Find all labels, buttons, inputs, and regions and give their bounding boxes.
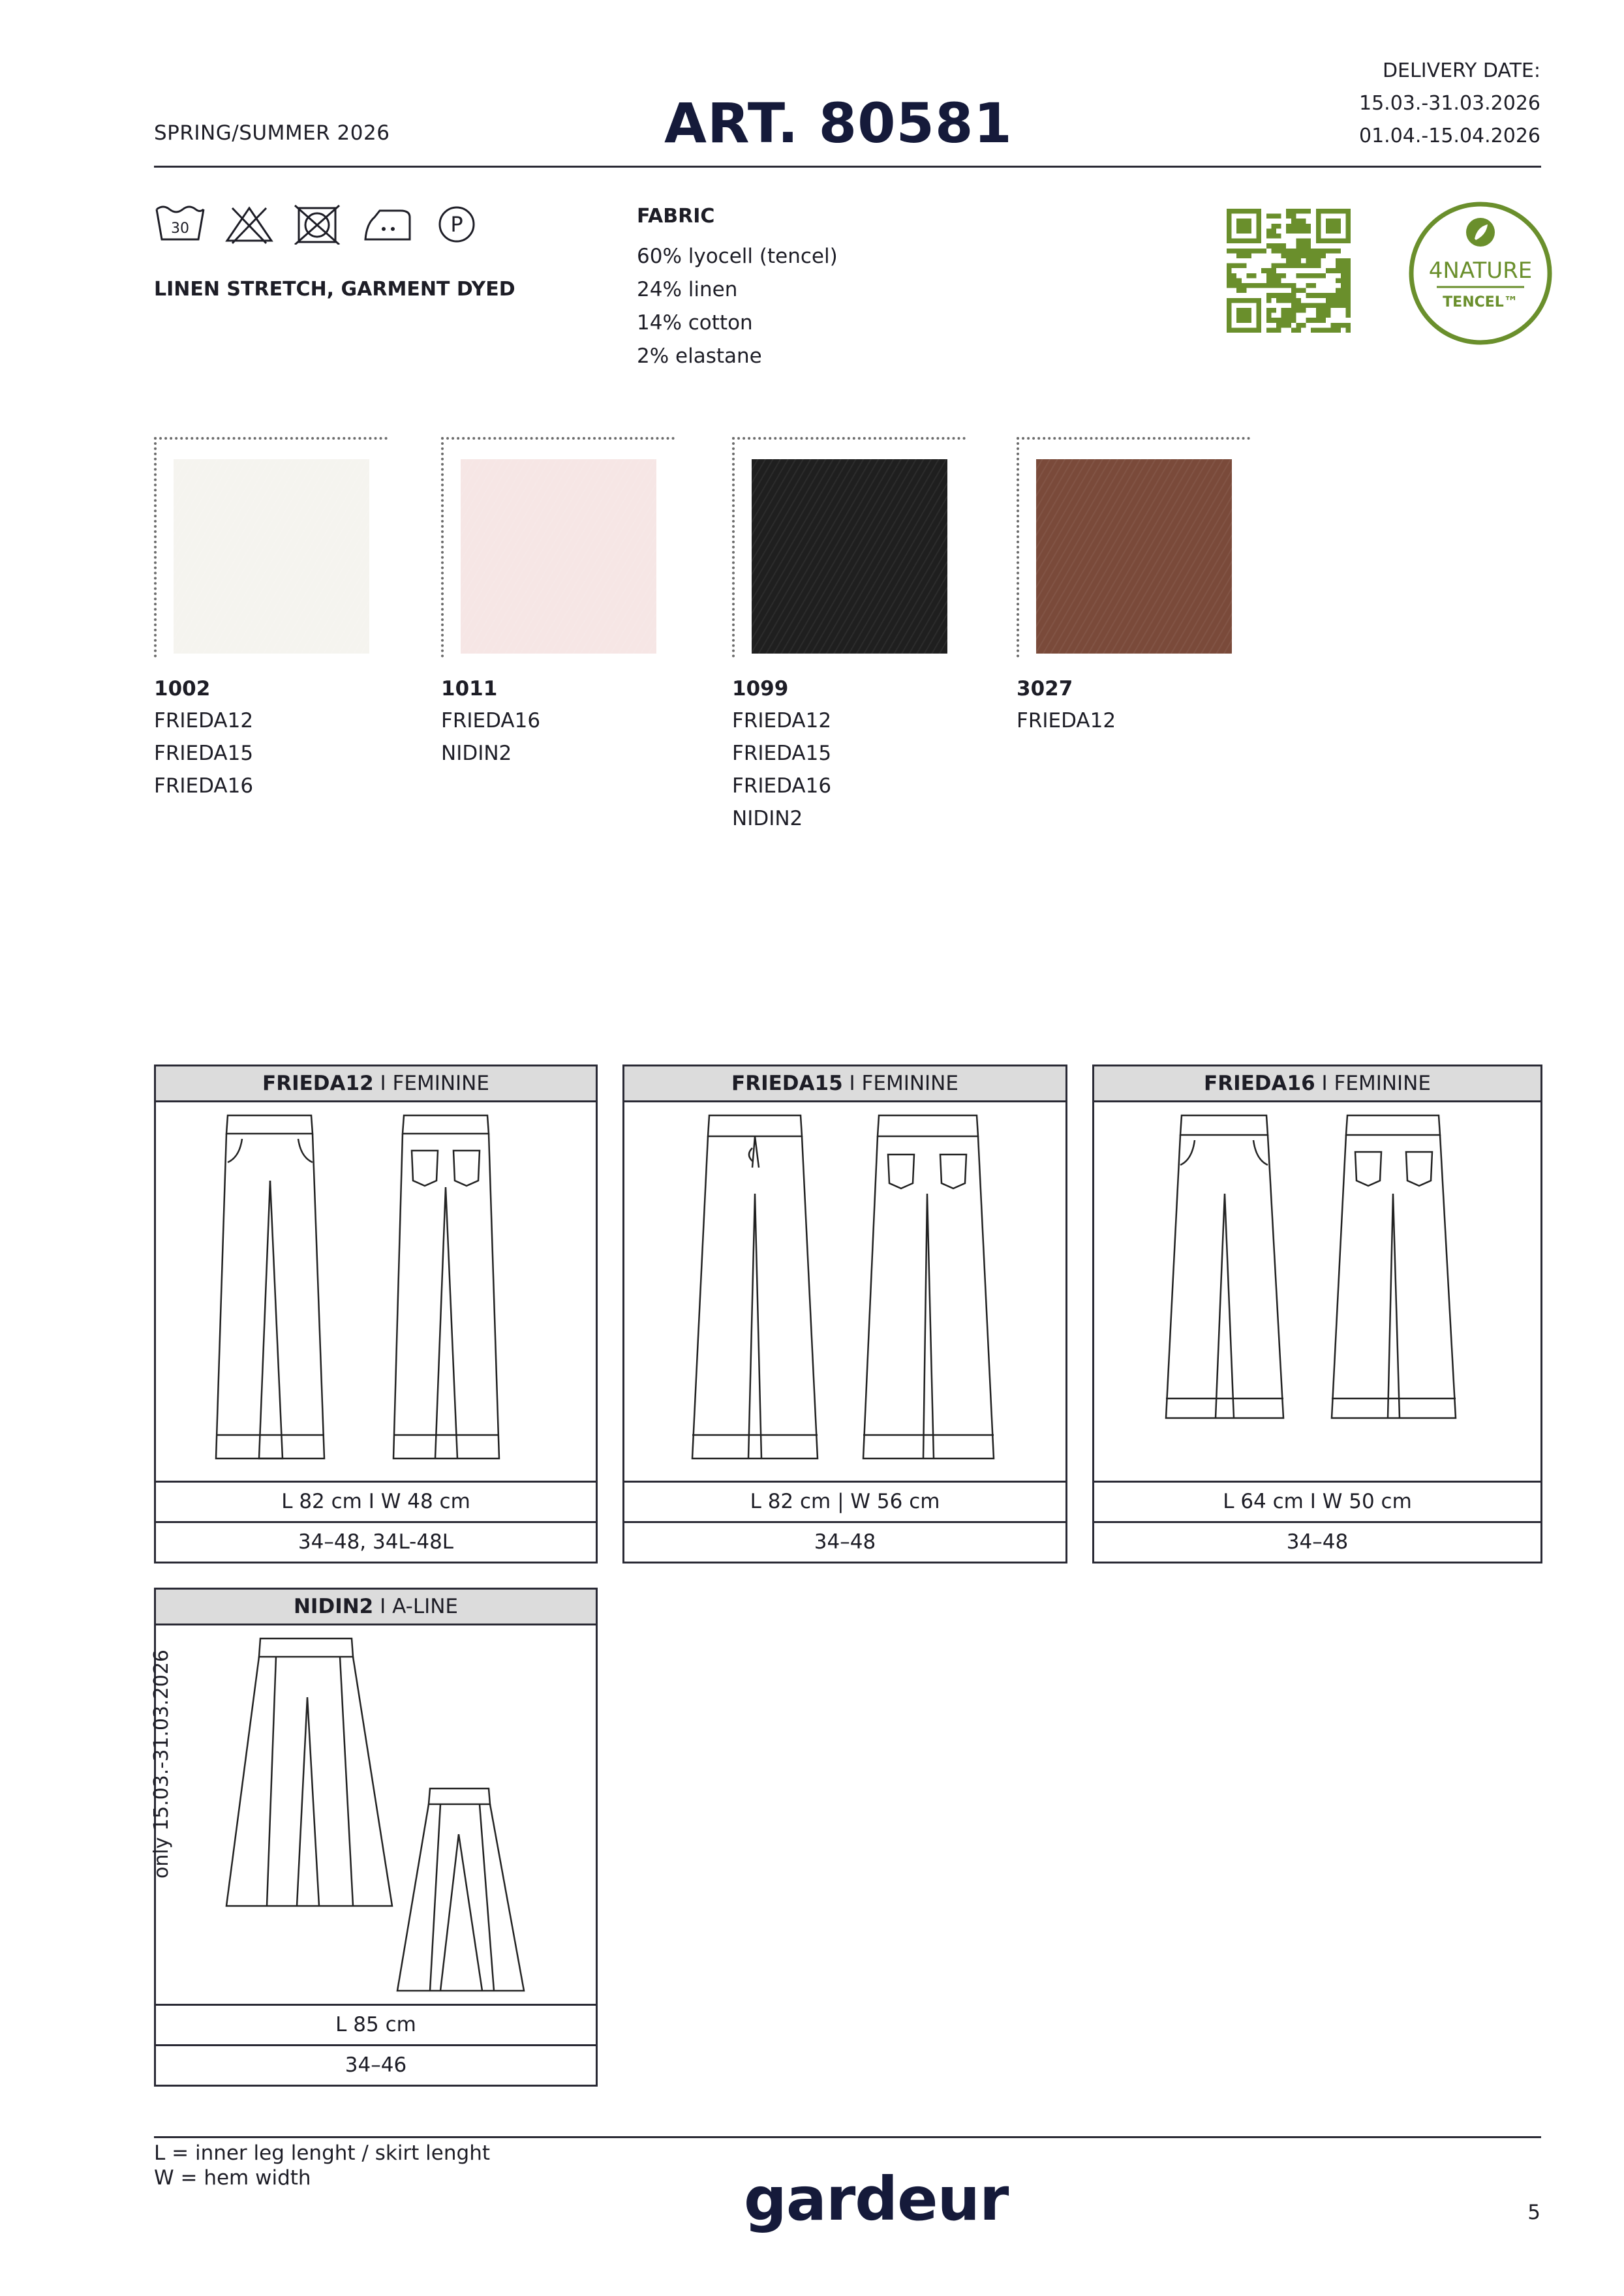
composition-item: 24% linen xyxy=(637,278,738,301)
model-fit: I FEMININE xyxy=(380,1072,489,1095)
measurement-legend xyxy=(154,2141,490,2190)
swatch-color xyxy=(174,459,369,654)
dry-clean-letter: P xyxy=(450,212,463,237)
tencel-certification-badge xyxy=(1405,198,1555,348)
swatch-color xyxy=(1036,459,1232,654)
swatch-code: 3027 xyxy=(1017,677,1073,701)
care-symbols xyxy=(154,204,483,245)
model-name: FRIEDA16 xyxy=(1204,1072,1315,1095)
swatch-model-list xyxy=(441,704,676,770)
swatch-code: 1002 xyxy=(154,677,211,701)
model-card-frieda16 xyxy=(1092,1065,1542,1563)
legend-line: L = inner leg lenght / skirt lenght xyxy=(154,2141,490,2165)
header-divider xyxy=(154,166,1541,168)
model-card-frieda12 xyxy=(154,1065,598,1563)
certification-line-1: 4NATURE xyxy=(1428,258,1533,284)
swatch-model: FRIEDA12 xyxy=(732,709,832,733)
frieda16-flat-sketch xyxy=(1094,1102,1540,1481)
brand-logo: gardeur xyxy=(744,2164,1009,2234)
season-label: SPRING/SUMMER 2026 xyxy=(154,121,390,145)
model-header xyxy=(624,1066,1065,1102)
model-sketch xyxy=(1094,1102,1540,1481)
delivery-date-2: 01.04.-15.04.2026 xyxy=(1358,125,1540,147)
wash-30-icon xyxy=(154,204,206,245)
certification-line-2: TENCEL™ xyxy=(1443,294,1518,310)
model-name: NIDIN2 xyxy=(293,1595,374,1618)
model-measure: L 82 cm I W 48 cm xyxy=(156,1481,596,1521)
swatch-model-list xyxy=(1017,704,1251,737)
swatch-model-list xyxy=(154,704,389,802)
model-sizes: 34–48 xyxy=(1094,1521,1540,1562)
swatch-model: NIDIN2 xyxy=(732,807,803,830)
composition-item: 60% lyocell (tencel) xyxy=(637,245,838,268)
iron-medium-icon xyxy=(361,204,414,245)
model-sketch xyxy=(156,1102,596,1481)
no-tumble-dry-icon xyxy=(292,204,345,245)
model-fit: I A-LINE xyxy=(380,1595,459,1618)
model-measure: L 64 cm I W 50 cm xyxy=(1094,1481,1540,1521)
swatch-model: FRIEDA16 xyxy=(732,774,832,798)
swatch-model: NIDIN2 xyxy=(441,742,512,765)
swatch-model: FRIEDA15 xyxy=(732,742,832,765)
composition-item: 2% elastane xyxy=(637,344,762,368)
swatch-1011 xyxy=(441,437,676,770)
model-measure: L 82 cm | W 56 cm xyxy=(624,1481,1065,1521)
no-bleach-icon xyxy=(223,204,275,245)
model-measure: L 85 cm xyxy=(156,2004,596,2044)
nidin2-flat-sketch xyxy=(156,1625,596,2004)
model-name: FRIEDA15 xyxy=(731,1072,843,1095)
fabric-heading: FABRIC xyxy=(637,205,715,228)
swatch-color xyxy=(461,459,656,654)
model-header xyxy=(156,1590,596,1625)
qr-code[interactable] xyxy=(1227,209,1351,333)
model-sketch xyxy=(156,1625,596,2004)
swatch-model: FRIEDA16 xyxy=(154,774,254,798)
fabric-type: LINEN STRETCH, GARMENT DYED xyxy=(154,278,515,301)
model-header xyxy=(156,1066,596,1102)
composition-item: 14% cotton xyxy=(637,311,753,335)
swatch-model: FRIEDA15 xyxy=(154,742,254,765)
swatch-model: FRIEDA12 xyxy=(1017,709,1116,733)
footer-divider xyxy=(154,2136,1541,2138)
page-number: 5 xyxy=(1527,2201,1540,2224)
model-fit: I FEMININE xyxy=(1321,1072,1431,1095)
swatch-model-list xyxy=(732,704,967,835)
model-header xyxy=(1094,1066,1540,1102)
swatch-1002 xyxy=(154,437,389,802)
model-fit: I FEMININE xyxy=(849,1072,958,1095)
frieda12-flat-sketch xyxy=(156,1102,596,1481)
swatch-1099 xyxy=(732,437,967,835)
wash-temp-label: 30 xyxy=(171,220,189,237)
dry-clean-p-icon xyxy=(431,204,483,245)
swatch-code: 1011 xyxy=(441,677,498,701)
model-sketch xyxy=(624,1102,1065,1481)
model-sizes: 34–46 xyxy=(156,2044,596,2085)
model-sizes: 34–48 xyxy=(624,1521,1065,1562)
model-card-frieda15 xyxy=(622,1065,1067,1563)
model-card-nidin2 xyxy=(154,1588,598,2087)
page-title: ART. 80581 xyxy=(664,91,1013,155)
swatch-color xyxy=(752,459,947,654)
frieda15-flat-sketch xyxy=(624,1102,1065,1481)
model-sizes: 34–48, 34L-48L xyxy=(156,1521,596,1562)
model-name: FRIEDA12 xyxy=(262,1072,374,1095)
availability-note: only 15.03.-31.03.2026 xyxy=(150,1649,173,1879)
delivery-label: DELIVERY DATE: xyxy=(1382,59,1540,82)
swatch-code: 1099 xyxy=(732,677,789,701)
swatch-model: FRIEDA16 xyxy=(441,709,541,733)
delivery-date-1: 15.03.-31.03.2026 xyxy=(1358,92,1540,115)
legend-line: W = hem width xyxy=(154,2166,311,2190)
swatch-model: FRIEDA12 xyxy=(154,709,254,733)
swatch-3027 xyxy=(1017,437,1251,737)
fabric-composition xyxy=(637,240,838,373)
delivery-dates xyxy=(1359,55,1540,153)
